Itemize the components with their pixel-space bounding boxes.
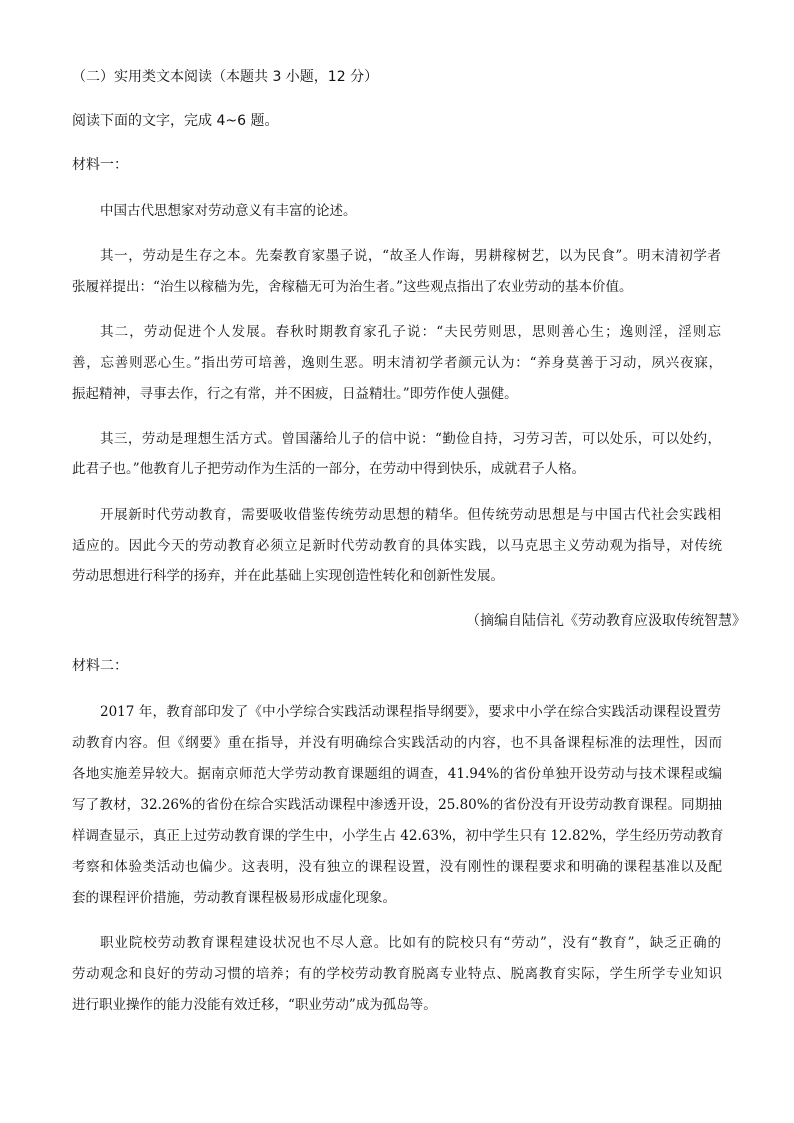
material-one-line: 其二，劳动促进个人发展。春秋时期教育家孔子说：“夫民劳则思，思则善心生；逸则淫，淫则忘 <box>100 324 721 340</box>
material-two-line: 各地实施差异较大。据南京师范大学劳动教育课题组的调查，41.94%的省份单独开设劳动与技术课程或编 <box>72 766 722 782</box>
material-one-source: （摘编自陆信礼《劳动教育应汲取传统智慧》 <box>466 613 746 629</box>
material-two-line: 进行职业操作的能力没能有效迁移，“职业劳动”成为孤岛等。 <box>72 997 437 1013</box>
material-two-line: 考察和体验类活动也偏少。这表明，没有独立的课程设置，没有刚性的课程要求和明确的课程基准以及配 <box>72 859 722 875</box>
section-title: （二）实用类文本阅读（本题共 3 小题，12 分） <box>72 69 379 85</box>
material-two-line: 动教育内容。但《纲要》重在指导，并没有明确综合实践活动的内容，也不具备课程标准的法理性，因而 <box>72 735 722 751</box>
material-one-line: 此君子也。”他教育儿子把劳动作为生活的一部分，在劳动中得到快乐，成就君子人格。 <box>72 461 586 477</box>
material-one-line: 其一，劳动是生存之本。先秦教育家墨子说，“故圣人作诲，男耕稼树艺，以为民食”。明末清初学者 <box>100 248 721 264</box>
material-two-line: 劳动观念和良好的劳动习惯的培养；有的学校劳动教育脱离专业特点、脱离教育实际，学生所学专业知识 <box>72 966 722 982</box>
material-one-line: 中国古代思想家对劳动意义有丰富的论述。 <box>100 203 357 219</box>
material-two-line: 套的课程评价措施，劳动教育课程极易形成虚化现象。 <box>72 890 396 906</box>
material-two-line: 写了教材，32.26%的省份在综合实践活动课程中渗透开设，25.80%的省份没有开设劳动教育课程。同期抽 <box>72 797 722 813</box>
material-one-line: 善，忘善则恶心生。”指出劳可培善，逸则生恶。明末清初学者颜元认为：“养身莫善于习动，夙兴夜寐， <box>72 355 722 371</box>
material-one-line: 劳动思想进行科学的扬弃，并在此基础上实现创造性转化和创新性发展。 <box>72 568 504 584</box>
material-one-line: 开展新时代劳动教育，需要吸收借鉴传统劳动思想的精华。但传统劳动思想是与中国古代社会实践相 <box>100 507 721 523</box>
material-one-line: 振起精神，寻事去作，行之有常，并不困疲，日益精壮。”即劳作使人强健。 <box>72 386 518 402</box>
material-two-line: 职业院校劳动教育课程建设状况也不尽人意。比如有的院校只有“劳动”，没有“教育”，缺乏正确的 <box>100 935 721 951</box>
material-two-label: 材料二： <box>72 658 128 674</box>
material-two-line: 样调查显示，真正上过劳动教育课的学生中，小学生占 42.63%，初中学生只有 12.82%，学生经历劳动教育 <box>72 828 724 844</box>
material-two-line: 2017 年，教育部印发了《中小学综合实践活动课程指导纲要》，要求中小学在综合实践活动课程设置劳 <box>100 704 721 720</box>
instruction-text: 阅读下面的文字，完成 4~6 题。 <box>72 113 279 129</box>
material-one-line: 适应的。因此今天的劳动教育必须立足新时代劳动教育的具体实践，以马克思主义劳动观为指导，对传统 <box>72 538 722 554</box>
material-one-line: 张履祥提出：“治生以稼穑为先，舍稼穑无可为治生者。”这些观点指出了农业劳动的基本价值。 <box>72 279 633 295</box>
material-one-line: 其三，劳动是理想生活方式。曾国藩给儿子的信中说：“勤俭自持，习劳习苦，可以处乐，可以处约， <box>100 431 721 447</box>
material-one-label: 材料一： <box>72 157 128 173</box>
